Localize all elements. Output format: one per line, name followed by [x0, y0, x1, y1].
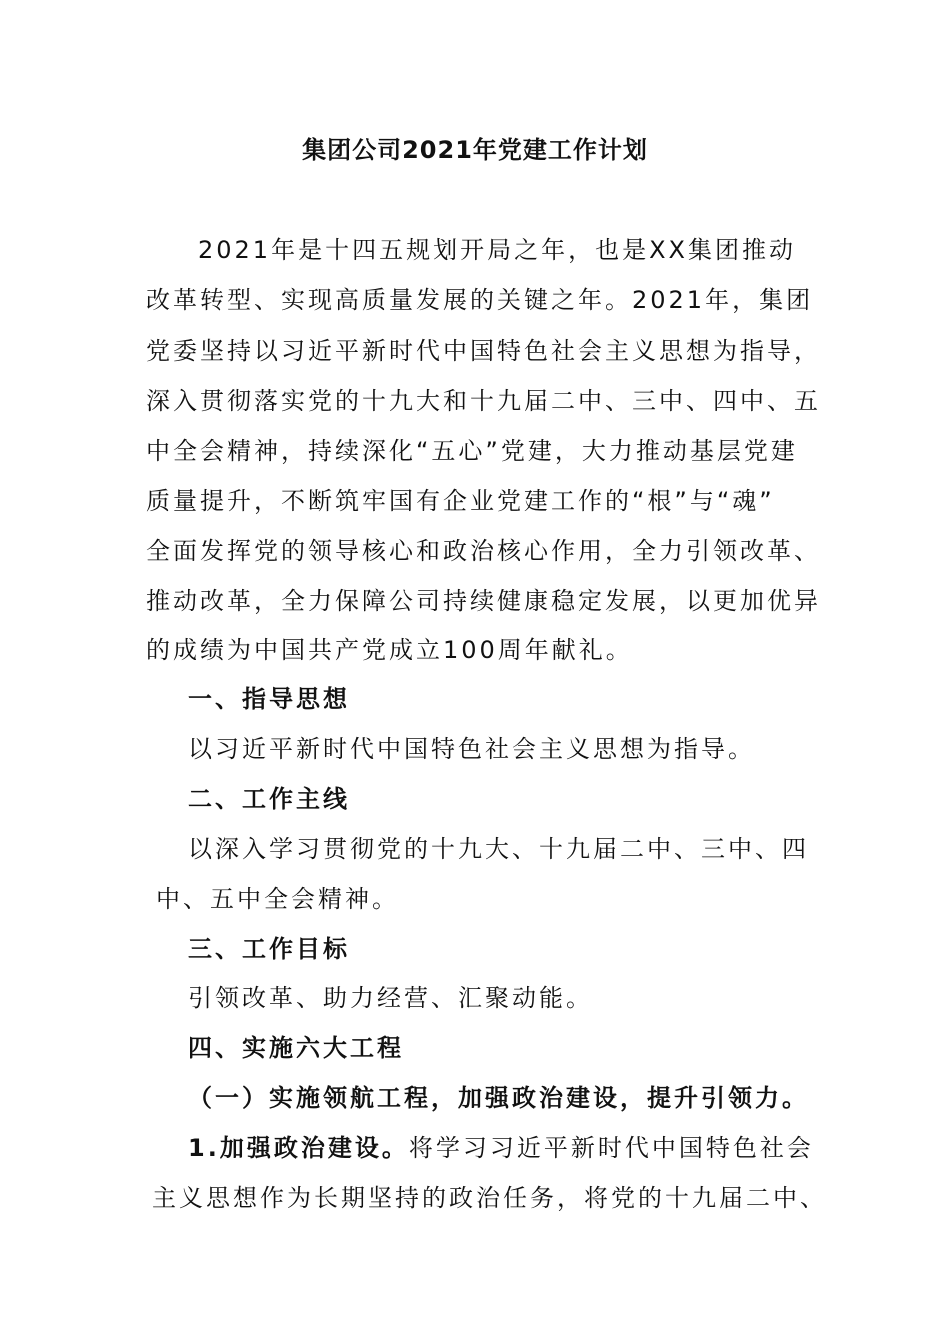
intro-line-2: 改革转型、实现高质量发展的关键之年。2021年，集团: [146, 286, 814, 314]
section-2-heading: 二、工作主线: [188, 785, 350, 813]
item-1-text: 将学习习近平新时代中国特色社会: [408, 1134, 814, 1162]
intro-line-3: 党委坚持以习近平新时代中国特色社会主义思想为指导，: [146, 337, 821, 365]
section-2-text-line-1: 以深入学习贯彻党的十九大、十九届二中、三中、四: [188, 835, 809, 863]
intro-line-4: 深入贯彻落实党的十九大和十九届二中、三中、四中、五: [146, 387, 821, 415]
section-1-text: 以习近平新时代中国特色社会主义思想为指导。: [188, 735, 755, 763]
item-1-lead: 1.加强政治建设。: [188, 1134, 409, 1162]
section-3-heading: 三、工作目标: [188, 935, 350, 963]
document-title: 集团公司2021年党建工作计划: [302, 136, 648, 164]
intro-line-5: 中全会精神，持续深化“五心”党建，大力推动基层党建: [146, 437, 798, 465]
intro-line-8: 推动改革，全力保障公司持续健康稳定发展，以更加优异: [146, 587, 821, 615]
intro-line-7: 全面发挥党的领导核心和政治核心作用，全力引领改革、: [146, 537, 821, 565]
item-1-line-1: [188, 1130, 814, 1166]
intro-line-6: 质量提升，不断筑牢国有企业党建工作的“根”与“魂”: [146, 487, 775, 515]
section-4-heading: 四、实施六大工程: [188, 1034, 404, 1062]
section-2-text-line-2: 中、五中全会精神。: [156, 885, 399, 913]
section-3-text: 引领改革、助力经营、汇聚动能。: [188, 984, 593, 1012]
intro-line-9: 的成绩为中国共产党成立100周年献礼。: [146, 636, 633, 664]
intro-line-1: 2021年是十四五规划开局之年，也是XX集团推动: [198, 236, 796, 264]
subsection-1-heading: （一）实施领航工程，加强政治建设，提升引领力。: [188, 1084, 809, 1112]
section-1-heading: 一、指导思想: [188, 685, 350, 713]
item-1-line-2: 主义思想作为长期坚持的政治任务，将党的十九届二中、: [152, 1184, 827, 1212]
